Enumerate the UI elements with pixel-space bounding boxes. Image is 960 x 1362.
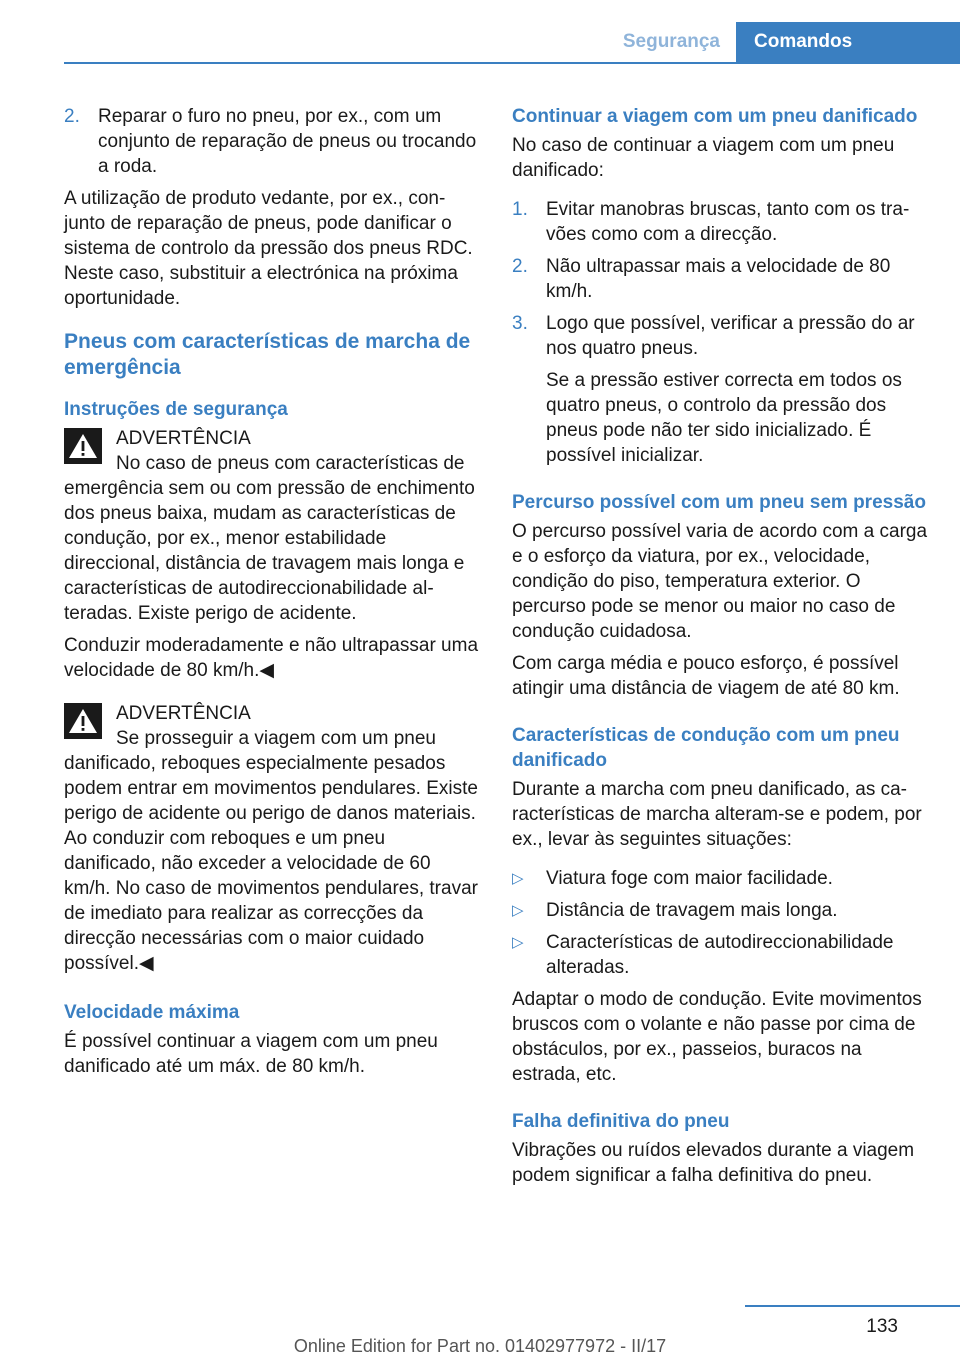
subsection-heading: Continuar a viagem com um pneu danificado [512,106,918,127]
list-text: Características de autodireccionabilidade alteradas. [546,932,894,978]
list-item [64,104,478,179]
bullet-icon: ▷ [512,902,524,919]
subsection-heading: Velocidade máxima [64,1002,240,1023]
right-column [512,104,928,1195]
list-number: 2. [512,256,528,277]
left-column [64,104,478,1086]
subsection-heading: Falha definitiva do pneu [512,1111,730,1132]
list-item [512,311,928,361]
list-item [512,898,928,923]
warning-text: Conduzir moderadamente e não ultrapassar uma velocidade de 80 km/h.◀ [64,635,479,681]
paragraph: No caso de continuar a viagem com um pneu danificado: [512,135,895,181]
edition-footer: Online Edition for Part no. 01402977972 - II/17 [293,1336,667,1356]
section-tab-seguranca[interactable]: Segurança [622,31,720,52]
section-heading: Pneus com características de marcha de emergência [64,330,471,379]
warning-title: ADVERTÊNCIA [116,703,251,724]
section-tab-comandos[interactable]: Comandos [736,22,960,62]
paragraph: Se a pressão estiver correcta em todos os quatro pneus, o controlo da pressão dos pneus pode não ter sido inicializado. É possível inicializar. [546,370,902,466]
page-header [64,22,960,64]
paragraph: A utilização de produto vedante, por ex., conjunto de reparação de pneus, pode danificar o sistema de controlo da pressão dos pneus RDC. Neste caso, substituir a electrónica na próxima oportunidade. [64,188,473,309]
warning-icon [64,428,102,464]
list-text: Distância de travagem mais longa. [546,900,838,921]
paragraph: Com carga média e pouco esforço, é possível atingir uma distância de viagem de até 80 km. [512,653,900,699]
list-number: 3. [512,313,528,334]
list-text: Reparar o furo no pneu, por ex., com um conjunto de reparação de pneus ou trocando a roda. [98,106,477,177]
list-text: Não ultrapassar mais a velocidade de 80 km/h. [546,256,891,302]
subsection-heading: Características de condução com um pneu danificado [512,725,900,771]
page-number: 133 [866,1316,898,1337]
list-text: Evitar manobras bruscas, tanto com os travões como com a direcção. [546,199,910,245]
list-item [512,866,928,891]
warning-block [64,701,478,976]
paragraph: Adaptar o modo de condução. Evite movimentos bruscos com o volante e não passe por cima de obstáculos, por ex., passeios, buracos na estrada, etc. [512,989,922,1085]
list-number: 1. [512,199,528,220]
warning-text: Se prosseguir a viagem com um pneu danificado, reboques especialmente pesados podem entrar em movimentos pendulares. Existe perigo de acidente ou perigo de danos materiais. Ao conduzir com reboques e um pneu danificado, não exceder a velocidade de 60 km/h. No caso de movimentos pendulares, travar de imediato para realizar as correcções da direcção necessárias com o maior cuidado possível.◀ [64,728,478,974]
list-text: Viatura foge com maior facilidade. [546,868,833,889]
warning-title: ADVERTÊNCIA [116,428,251,449]
list-text: Logo que possível, verificar a pressão do ar nos quatro pneus. [546,313,915,359]
paragraph: Durante a marcha com pneu danificado, as características de marcha alteram-se e podem, por ex., levar às seguintes situações: [512,779,922,850]
list-item [512,254,928,304]
warning-text: No caso de pneus com características de emergência sem ou com pressão de enchimento dos pneus baixa, mudam as características de condução, por ex., menor estabilidade direccional, distância de travagem mais longa e características de autodireccionabilidade alteradas. Existe perigo de acidente. [64,453,475,624]
list-number: 2. [64,106,80,127]
list-item [512,197,928,247]
footer-rule [745,1305,960,1307]
subsection-heading: Instruções de segurança [64,399,288,420]
warning-icon [64,703,102,739]
list-item [512,930,928,980]
bullet-icon: ▷ [512,870,524,887]
paragraph: Vibrações ou ruídos elevados durante a viagem podem significar a falha definitiva do pneu. [512,1140,915,1186]
bullet-icon: ▷ [512,934,524,951]
subsection-heading: Percurso possível com um pneu sem pressão [512,492,926,513]
paragraph: O percurso possível varia de acordo com a carga e o esforço da viatura, por ex., velocidade, condição do piso, temperatura exterior. O percurso pode se menor ou maior no caso de condução cuidadosa. [512,521,928,642]
paragraph: É possível continuar a viagem com um pneu danificado até um máx. de 80 km/h. [64,1031,438,1077]
warning-block [64,426,478,683]
